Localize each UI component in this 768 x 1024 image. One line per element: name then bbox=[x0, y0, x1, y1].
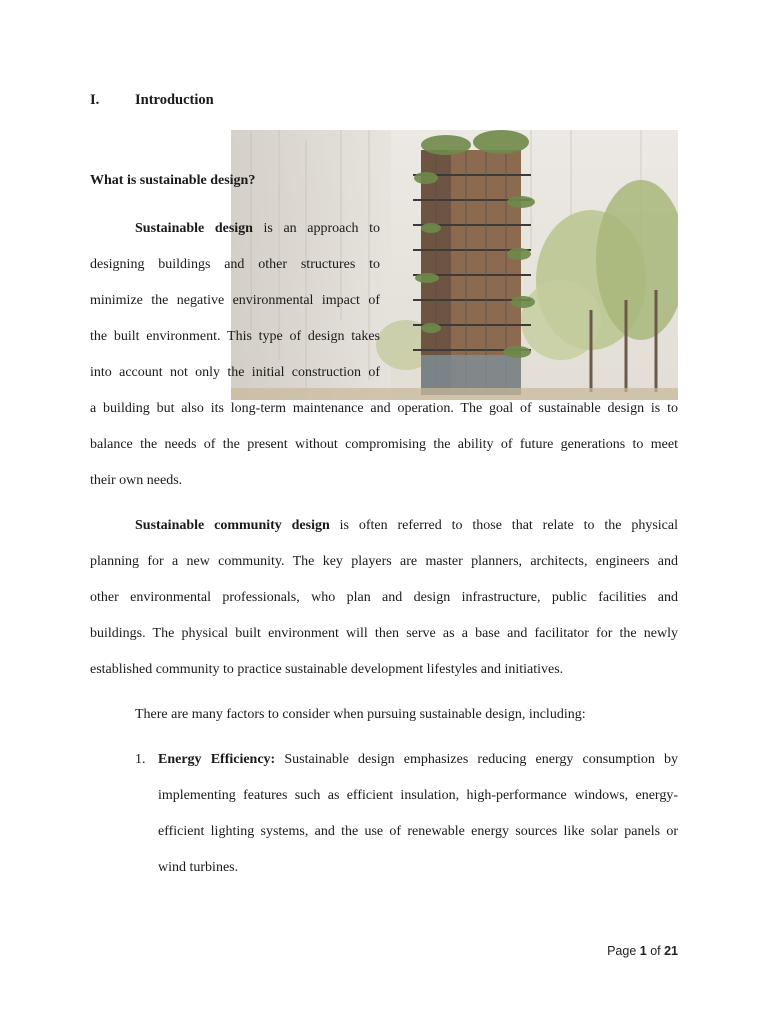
para2-line-2: other environmental professionals, who plan and design infrastructure, public facilities and bbox=[90, 590, 678, 605]
list-item bbox=[135, 742, 678, 886]
paragraph-1-wrapped bbox=[90, 211, 380, 391]
list-item-number: 1. bbox=[135, 752, 146, 767]
para1-line-3: the built environment. This type of design takes bbox=[90, 329, 380, 344]
subheading: What is sustainable design? bbox=[90, 173, 256, 188]
paragraph-1-full bbox=[90, 391, 678, 499]
para2-term: Sustainable community design bbox=[135, 518, 330, 533]
list-line-1: implementing features such as efficient insulation, high-performance windows, energy- bbox=[158, 788, 678, 803]
para1-line-1: designing buildings and other structures to bbox=[90, 257, 380, 272]
list-line-0: Energy Efficiency: Sustainable design emphasizes reducing energy consumption by bbox=[158, 752, 678, 767]
paragraph-2 bbox=[90, 508, 678, 688]
para1-line-0: Sustainable design is an approach to bbox=[135, 221, 380, 236]
section-number: I. bbox=[90, 92, 100, 108]
para1-line-4: into account not only the initial construction of bbox=[90, 365, 380, 380]
list-line-2: efficient lighting systems, and the use of renewable energy sources like solar panels or bbox=[158, 824, 678, 839]
para1-line-2: minimize the negative environmental impact of bbox=[90, 293, 380, 308]
para2-line-3: buildings. The physical built environment will then serve as a base and facilitator for the newly bbox=[90, 626, 678, 641]
para2-line-0: Sustainable community design is often referred to those that relate to the physical bbox=[135, 518, 678, 533]
section-title: Introduction bbox=[135, 92, 214, 108]
para2-line-1: planning for a new community. The key players are master planners, architects, engineers and bbox=[90, 554, 678, 569]
total-pages: 21 bbox=[664, 944, 678, 958]
current-page: 1 bbox=[639, 944, 647, 958]
para1-line-7: their own needs. bbox=[90, 473, 183, 488]
para1-term: Sustainable design bbox=[135, 221, 253, 236]
para1-line-5: a building but also its long-term maintenance and operation. The goal of sustainable design is to bbox=[90, 401, 678, 416]
paragraph-3 bbox=[90, 697, 678, 733]
para3-line: There are many factors to consider when pursuing sustainable design, including: bbox=[135, 707, 586, 722]
list-item-body bbox=[158, 742, 678, 886]
page-footer: Page 1 of 21 bbox=[607, 944, 678, 958]
section-heading bbox=[90, 92, 214, 109]
list-item-term: Energy Efficiency: bbox=[158, 752, 276, 767]
para2-line-4: established community to practice sustainable development lifestyles and initiatives. bbox=[90, 662, 564, 677]
factor-list bbox=[135, 742, 678, 886]
para1-line-6: balance the needs of the present without compromising the ability of future generations to meet bbox=[90, 437, 678, 452]
list-line-3: wind turbines. bbox=[158, 860, 239, 875]
